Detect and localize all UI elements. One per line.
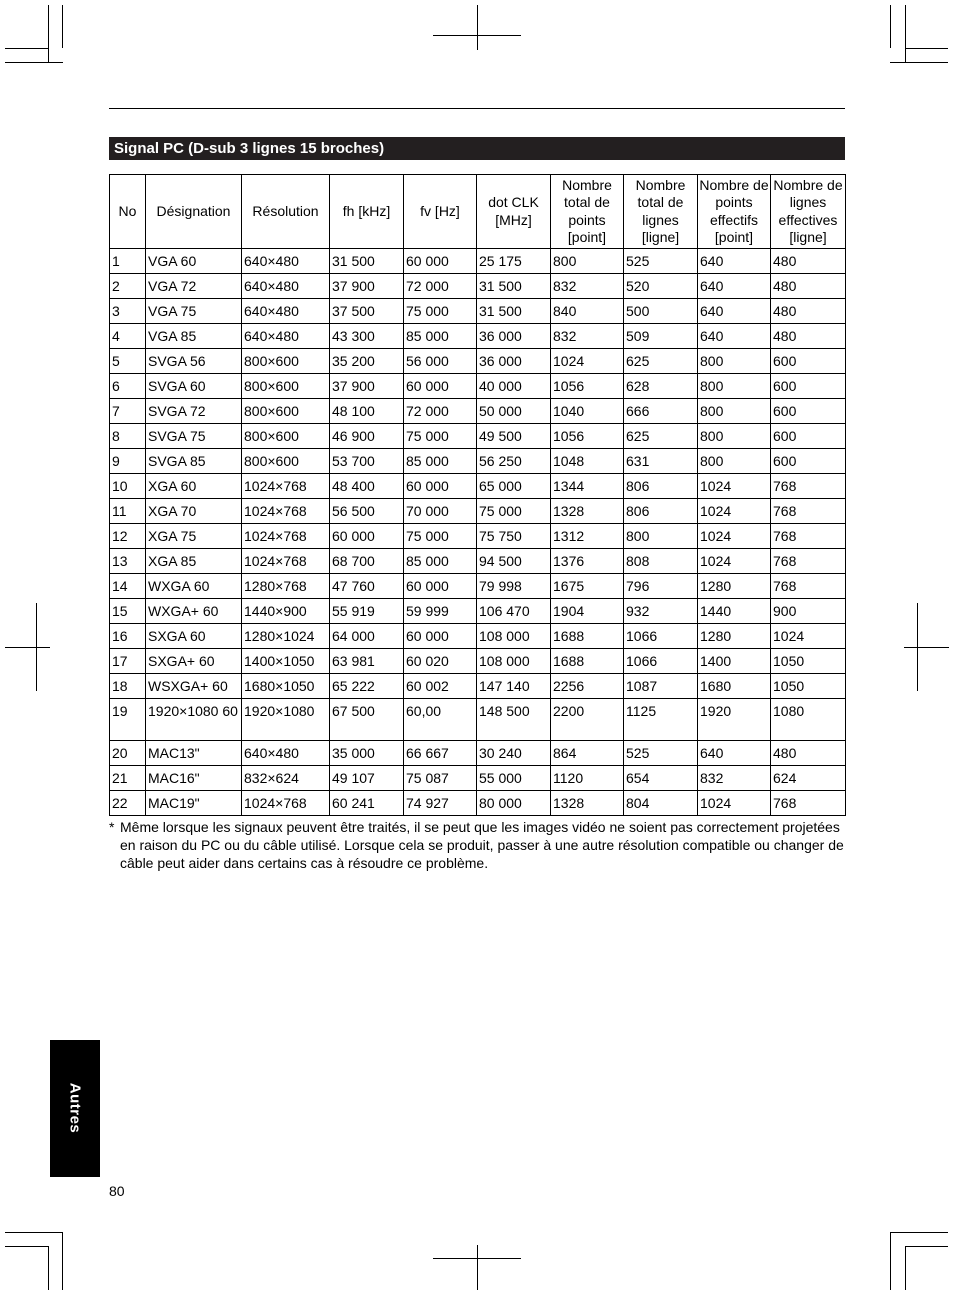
- table-cell: 56 250: [477, 449, 551, 474]
- table-cell: 1024: [698, 499, 771, 524]
- table-row: [110, 374, 846, 399]
- table-cell: 1680: [698, 674, 771, 699]
- table-cell: 3: [110, 299, 146, 324]
- column-header: No: [110, 175, 146, 249]
- table-cell: 1688: [551, 624, 624, 649]
- table-cell: 75 000: [477, 499, 551, 524]
- table-cell: 31 500: [330, 249, 404, 274]
- table-cell: 60 000: [404, 574, 477, 599]
- table-row: [110, 674, 846, 699]
- table-cell: 1024×768: [242, 524, 330, 549]
- table-cell: 30 240: [477, 741, 551, 766]
- table-cell: 85 000: [404, 549, 477, 574]
- column-header: Nombre total de lignes [ligne]: [624, 175, 698, 249]
- section-title: Signal PC (D-sub 3 lignes 15 broches): [109, 137, 845, 160]
- table-cell: 480: [771, 324, 846, 349]
- table-cell: 806: [624, 499, 698, 524]
- table-cell: 800: [698, 399, 771, 424]
- table-cell: 37 500: [330, 299, 404, 324]
- table-cell: 631: [624, 449, 698, 474]
- table-cell: 1050: [771, 649, 846, 674]
- table-cell: 1080: [771, 699, 846, 741]
- table-cell: 525: [624, 741, 698, 766]
- table-cell: 804: [624, 791, 698, 816]
- table-cell: 640×480: [242, 324, 330, 349]
- column-header: fv [Hz]: [404, 175, 477, 249]
- table-cell: SXGA 60: [146, 624, 242, 649]
- table-cell: 1040: [551, 399, 624, 424]
- table-cell: 13: [110, 549, 146, 574]
- table-cell: 1344: [551, 474, 624, 499]
- table-cell: 64 000: [330, 624, 404, 649]
- table-cell: 1280×768: [242, 574, 330, 599]
- table-cell: 640: [698, 249, 771, 274]
- table-cell: 1920: [698, 699, 771, 741]
- table-cell: 65 222: [330, 674, 404, 699]
- table-row: [110, 349, 846, 374]
- table-cell: 640×480: [242, 741, 330, 766]
- table-cell: 1024: [698, 549, 771, 574]
- table-cell: 768: [771, 524, 846, 549]
- table-cell: 796: [624, 574, 698, 599]
- table-cell: 1920×1080: [242, 699, 330, 741]
- table-cell: 1312: [551, 524, 624, 549]
- table-cell: 1056: [551, 374, 624, 399]
- table-cell: 22: [110, 791, 146, 816]
- table-cell: 8: [110, 424, 146, 449]
- table-cell: 1680×1050: [242, 674, 330, 699]
- table-row: [110, 574, 846, 599]
- table-cell: SVGA 75: [146, 424, 242, 449]
- table-cell: 80 000: [477, 791, 551, 816]
- table-cell: WSXGA+ 60: [146, 674, 242, 699]
- table-cell: 628: [624, 374, 698, 399]
- table-cell: 768: [771, 574, 846, 599]
- table-cell: 31 500: [477, 299, 551, 324]
- table-cell: 800×600: [242, 424, 330, 449]
- table-cell: 60 000: [404, 624, 477, 649]
- table-cell: 800×600: [242, 349, 330, 374]
- table-cell: 654: [624, 766, 698, 791]
- table-cell: 1050: [771, 674, 846, 699]
- table-cell: 108 000: [477, 624, 551, 649]
- table-cell: XGA 75: [146, 524, 242, 549]
- table-cell: 25 175: [477, 249, 551, 274]
- table-cell: 35 000: [330, 741, 404, 766]
- table-row: [110, 791, 846, 816]
- table-cell: 500: [624, 299, 698, 324]
- table-cell: 75 087: [404, 766, 477, 791]
- header-rule: [109, 108, 845, 109]
- table-cell: 5: [110, 349, 146, 374]
- table-cell: 148 500: [477, 699, 551, 741]
- column-header: fh [kHz]: [330, 175, 404, 249]
- table-row: [110, 649, 846, 674]
- table-cell: 147 140: [477, 674, 551, 699]
- table-row: [110, 399, 846, 424]
- table-cell: 108 000: [477, 649, 551, 674]
- table-row: [110, 741, 846, 766]
- table-cell: 1024×768: [242, 474, 330, 499]
- column-header: dot CLK [MHz]: [477, 175, 551, 249]
- side-tab-label: Autres: [66, 1082, 84, 1134]
- table-cell: 75 750: [477, 524, 551, 549]
- table-cell: SVGA 56: [146, 349, 242, 374]
- table-cell: 600: [771, 449, 846, 474]
- column-header: Résolution: [242, 175, 330, 249]
- table-cell: 63 981: [330, 649, 404, 674]
- table-cell: WXGA+ 60: [146, 599, 242, 624]
- table-cell: 72 000: [404, 399, 477, 424]
- table-cell: VGA 85: [146, 324, 242, 349]
- table-cell: 864: [551, 741, 624, 766]
- table-row: [110, 424, 846, 449]
- table-cell: 480: [771, 741, 846, 766]
- table-cell: 1024: [551, 349, 624, 374]
- table-cell: 35 200: [330, 349, 404, 374]
- table-cell: 60 000: [404, 374, 477, 399]
- table-cell: 1280: [698, 624, 771, 649]
- table-cell: 16: [110, 624, 146, 649]
- table-cell: 47 760: [330, 574, 404, 599]
- table-cell: 4: [110, 324, 146, 349]
- table-cell: XGA 85: [146, 549, 242, 574]
- table-cell: 480: [771, 274, 846, 299]
- table-cell: 932: [624, 599, 698, 624]
- table-cell: 1024: [698, 474, 771, 499]
- table-cell: 640: [698, 274, 771, 299]
- table-cell: 832: [698, 766, 771, 791]
- table-cell: 1087: [624, 674, 698, 699]
- table-cell: 800×600: [242, 399, 330, 424]
- table-cell: 49 107: [330, 766, 404, 791]
- table-cell: 1056: [551, 424, 624, 449]
- table-cell: VGA 75: [146, 299, 242, 324]
- table-cell: 832: [551, 274, 624, 299]
- table-row: [110, 324, 846, 349]
- table-cell: 1328: [551, 499, 624, 524]
- table-cell: 1440: [698, 599, 771, 624]
- table-cell: 1440×900: [242, 599, 330, 624]
- table-cell: 17: [110, 649, 146, 674]
- table-cell: 46 900: [330, 424, 404, 449]
- table-cell: 640: [698, 324, 771, 349]
- table-cell: 60 241: [330, 791, 404, 816]
- table-cell: 55 919: [330, 599, 404, 624]
- table-row: [110, 624, 846, 649]
- table-cell: 106 470: [477, 599, 551, 624]
- table-cell: 85 000: [404, 449, 477, 474]
- table-cell: 43 300: [330, 324, 404, 349]
- table-cell: 60 002: [404, 674, 477, 699]
- table-cell: 480: [771, 299, 846, 324]
- table-cell: 60,00: [404, 699, 477, 741]
- table-cell: 806: [624, 474, 698, 499]
- table-row: [110, 449, 846, 474]
- table-cell: 1024: [771, 624, 846, 649]
- table-cell: 15: [110, 599, 146, 624]
- table-cell: 6: [110, 374, 146, 399]
- table-cell: SVGA 60: [146, 374, 242, 399]
- table-cell: 65 000: [477, 474, 551, 499]
- table-cell: VGA 72: [146, 274, 242, 299]
- table-cell: SVGA 85: [146, 449, 242, 474]
- table-cell: 75 000: [404, 424, 477, 449]
- table-cell: 60 000: [330, 524, 404, 549]
- table-cell: 1024×768: [242, 499, 330, 524]
- table-cell: 1066: [624, 649, 698, 674]
- table-cell: 56 000: [404, 349, 477, 374]
- table-cell: WXGA 60: [146, 574, 242, 599]
- table-cell: 85 000: [404, 324, 477, 349]
- table-cell: 900: [771, 599, 846, 624]
- table-cell: 66 667: [404, 741, 477, 766]
- table-row: [110, 524, 846, 549]
- table-cell: 600: [771, 399, 846, 424]
- table-cell: 1024: [698, 791, 771, 816]
- table-cell: 624: [771, 766, 846, 791]
- table-cell: 50 000: [477, 399, 551, 424]
- table-cell: 640×480: [242, 299, 330, 324]
- table-cell: 60 020: [404, 649, 477, 674]
- table-cell: SVGA 72: [146, 399, 242, 424]
- table-cell: MAC19": [146, 791, 242, 816]
- table-cell: 59 999: [404, 599, 477, 624]
- table-cell: 1904: [551, 599, 624, 624]
- table-cell: 7: [110, 399, 146, 424]
- table-cell: 1376: [551, 549, 624, 574]
- table-cell: 2: [110, 274, 146, 299]
- table-cell: 12: [110, 524, 146, 549]
- table-cell: 75 000: [404, 524, 477, 549]
- table-cell: 1024: [698, 524, 771, 549]
- table-cell: 10: [110, 474, 146, 499]
- table-row: [110, 699, 846, 741]
- table-cell: SXGA+ 60: [146, 649, 242, 674]
- table-cell: 1328: [551, 791, 624, 816]
- table-row: [110, 599, 846, 624]
- table-cell: 56 500: [330, 499, 404, 524]
- table-cell: 18: [110, 674, 146, 699]
- table-cell: 1048: [551, 449, 624, 474]
- table-cell: 625: [624, 349, 698, 374]
- table-cell: 640×480: [242, 274, 330, 299]
- table-cell: 808: [624, 549, 698, 574]
- table-cell: 36 000: [477, 324, 551, 349]
- table-cell: 640×480: [242, 249, 330, 274]
- table-cell: 1400: [698, 649, 771, 674]
- table-cell: 832×624: [242, 766, 330, 791]
- table-cell: 800: [698, 374, 771, 399]
- table-cell: 1: [110, 249, 146, 274]
- table-cell: 37 900: [330, 374, 404, 399]
- table-cell: 74 927: [404, 791, 477, 816]
- table-cell: 640: [698, 741, 771, 766]
- table-cell: 840: [551, 299, 624, 324]
- table-row: [110, 474, 846, 499]
- table-cell: 1688: [551, 649, 624, 674]
- footnote-text: Même lorsque les signaux peuvent être traités, il se peut que les images vidéo ne soient pas correctement projetées en raison du PC ou du câble utilisé. Lorsque cela se produit, passer à une autre résolution compatible ou changer de câble peut aider dans certains cas à résoudre ce problème.: [120, 819, 844, 871]
- table-cell: 1280×1024: [242, 624, 330, 649]
- table-cell: 525: [624, 249, 698, 274]
- column-header: Nombre de points effectifs [point]: [698, 175, 771, 249]
- table-cell: 1280: [698, 574, 771, 599]
- table-cell: 768: [771, 549, 846, 574]
- table-cell: 800×600: [242, 374, 330, 399]
- table-cell: 800: [698, 449, 771, 474]
- table-cell: XGA 70: [146, 499, 242, 524]
- table-cell: 768: [771, 791, 846, 816]
- table-cell: 75 000: [404, 299, 477, 324]
- table-row: [110, 549, 846, 574]
- table-cell: 1675: [551, 574, 624, 599]
- table-row: [110, 766, 846, 791]
- table-cell: 70 000: [404, 499, 477, 524]
- table-cell: 1024×768: [242, 549, 330, 574]
- table-cell: 19: [110, 699, 146, 741]
- table-cell: XGA 60: [146, 474, 242, 499]
- table-cell: MAC16": [146, 766, 242, 791]
- table-cell: 800: [624, 524, 698, 549]
- table-cell: VGA 60: [146, 249, 242, 274]
- table-cell: 1920×1080 60: [146, 699, 242, 741]
- table-cell: 509: [624, 324, 698, 349]
- table-cell: 36 000: [477, 349, 551, 374]
- table-cell: 600: [771, 424, 846, 449]
- table-cell: 800: [698, 349, 771, 374]
- table-cell: 60 000: [404, 249, 477, 274]
- table-cell: 20: [110, 741, 146, 766]
- table-cell: 9: [110, 449, 146, 474]
- column-header: Nombre de lignes effectives [ligne]: [771, 175, 846, 249]
- table-cell: 625: [624, 424, 698, 449]
- table-cell: 21: [110, 766, 146, 791]
- table-cell: 2256: [551, 674, 624, 699]
- table-cell: 60 000: [404, 474, 477, 499]
- table-cell: 31 500: [477, 274, 551, 299]
- footnote-marker: *: [109, 819, 115, 835]
- table-cell: 72 000: [404, 274, 477, 299]
- table-cell: 1400×1050: [242, 649, 330, 674]
- table-cell: MAC13": [146, 741, 242, 766]
- table-cell: 40 000: [477, 374, 551, 399]
- table-cell: 68 700: [330, 549, 404, 574]
- table-cell: 53 700: [330, 449, 404, 474]
- table-row: [110, 299, 846, 324]
- table-cell: 666: [624, 399, 698, 424]
- table-cell: 37 900: [330, 274, 404, 299]
- table-cell: 55 000: [477, 766, 551, 791]
- table-cell: 14: [110, 574, 146, 599]
- table-cell: 11: [110, 499, 146, 524]
- footnote: [109, 818, 849, 872]
- pc-signal-table: [109, 174, 846, 816]
- table-cell: 1024×768: [242, 791, 330, 816]
- table-cell: 1125: [624, 699, 698, 741]
- table-cell: 79 998: [477, 574, 551, 599]
- column-header: Nombre total de points [point]: [551, 175, 624, 249]
- table-cell: 1066: [624, 624, 698, 649]
- table-cell: 600: [771, 374, 846, 399]
- table-cell: 768: [771, 474, 846, 499]
- table-cell: 48 400: [330, 474, 404, 499]
- table-cell: 48 100: [330, 399, 404, 424]
- table-row: [110, 249, 846, 274]
- table-cell: 800×600: [242, 449, 330, 474]
- table-cell: 67 500: [330, 699, 404, 741]
- table-cell: 600: [771, 349, 846, 374]
- table-cell: 520: [624, 274, 698, 299]
- section-side-tab: [50, 1040, 100, 1177]
- table-cell: 2200: [551, 699, 624, 741]
- table-cell: 832: [551, 324, 624, 349]
- table-cell: 800: [551, 249, 624, 274]
- table-cell: 1120: [551, 766, 624, 791]
- column-header: Désignation: [146, 175, 242, 249]
- table-cell: 480: [771, 249, 846, 274]
- table-row: [110, 499, 846, 524]
- table-row: [110, 274, 846, 299]
- page-number: 80: [109, 1183, 125, 1199]
- table-cell: 640: [698, 299, 771, 324]
- table-header-row: [110, 175, 846, 249]
- table-cell: 49 500: [477, 424, 551, 449]
- table-cell: 768: [771, 499, 846, 524]
- table-cell: 800: [698, 424, 771, 449]
- table-cell: 94 500: [477, 549, 551, 574]
